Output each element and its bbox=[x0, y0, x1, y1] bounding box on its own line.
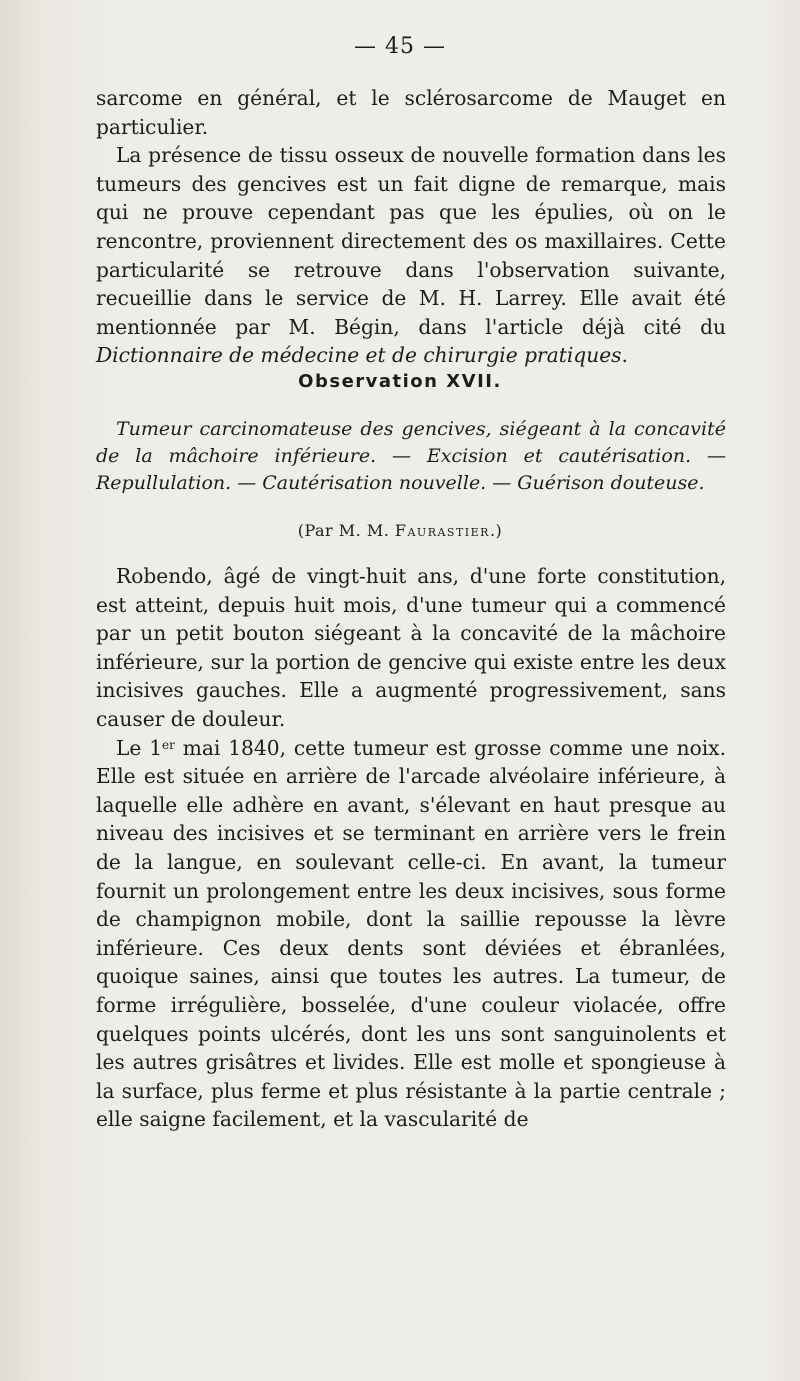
case-section bbox=[96, 562, 726, 1134]
author-prefix: (Par M. M. bbox=[297, 521, 395, 540]
intro-paragraph-2-end: . bbox=[621, 343, 628, 368]
ordinal-superscript: er bbox=[162, 737, 175, 752]
observation-author bbox=[0, 521, 800, 540]
observation-heading: Observation XVII. bbox=[298, 371, 502, 392]
intro-paragraph-2-text: La présence de tissu osseux de nouvelle formation dans les tumeurs des gencives est un fait digne de remarque, mais qui ne prouve cependant pas que les épulies, où on le rencontre, proviennent directement des os maxillaires. Cette particularité se retrouve dans l'observation suivante, recueillie dans le service de M. H. Larrey. Elle avait été mentionnée par M. Bégin, dans l'article déjà cité du bbox=[96, 143, 726, 339]
case-paragraph-2 bbox=[96, 734, 726, 1134]
intro-paragraph-2 bbox=[96, 141, 726, 370]
case-paragraph-2-rest: mai 1840, cette tumeur est grosse comme une noix. Elle est située en arrière de l'arcade alvéolaire inférieure, à laquelle elle adhère en avant, s'élevant en haut presque au niveau des incisives et se terminant en arrière vers le frein de la langue, en soulevant celle-ci. En avant, la tumeur fournit un prolongement entre les deux incisives, sous forme de champignon mobile, dont la saillie repousse la lèvre inférieure. Ces deux dents sont déviées et ébranlées, quoique saines, ainsi que toutes les autres. La tumeur, de forme irrégulière, bosselée, d'une couleur violacée, offre quelques points ulcérés, dont les uns sont sanguinolents et les autres grisâtres et livides. Elle est molle et spongieuse à la surface, plus ferme et plus résistante à la partie centrale ; elle saigne facilement, et la vascularité de bbox=[96, 735, 726, 1132]
case-paragraph-1: Robendo, âgé de vingt-huit ans, d'une forte constitution, est atteint, depuis huit mois, d'une tumeur qui a commencé par un petit bouton siégeant à la concavité de la mâchoire inférieure, sur la portion de gencive qui existe entre les deux incisives gauches. Elle a augmenté progressivement, sans causer de douleur. bbox=[96, 564, 726, 731]
intro-paragraph-1: sarcome en général, et le sclérosarcome de Mauget en particulier. bbox=[96, 86, 726, 139]
observation-subtitle: Tumeur carcinomateuse des gencives, siégeant à la concavité de la mâchoire inférieure. — Excision et cautérisation. — Repullulation. — Cautérisation nouvelle. — Guérison douteuse. bbox=[96, 418, 726, 494]
case-paragraph-2-start: Le 1 bbox=[116, 735, 163, 760]
page-number: — 45 — bbox=[354, 34, 446, 59]
author-name: Faurastier bbox=[394, 521, 490, 540]
intro-section bbox=[96, 84, 726, 370]
cited-work-title: Dictionnaire de médecine et de chirurgie pratiques bbox=[96, 343, 622, 368]
author-suffix: .) bbox=[489, 521, 503, 540]
